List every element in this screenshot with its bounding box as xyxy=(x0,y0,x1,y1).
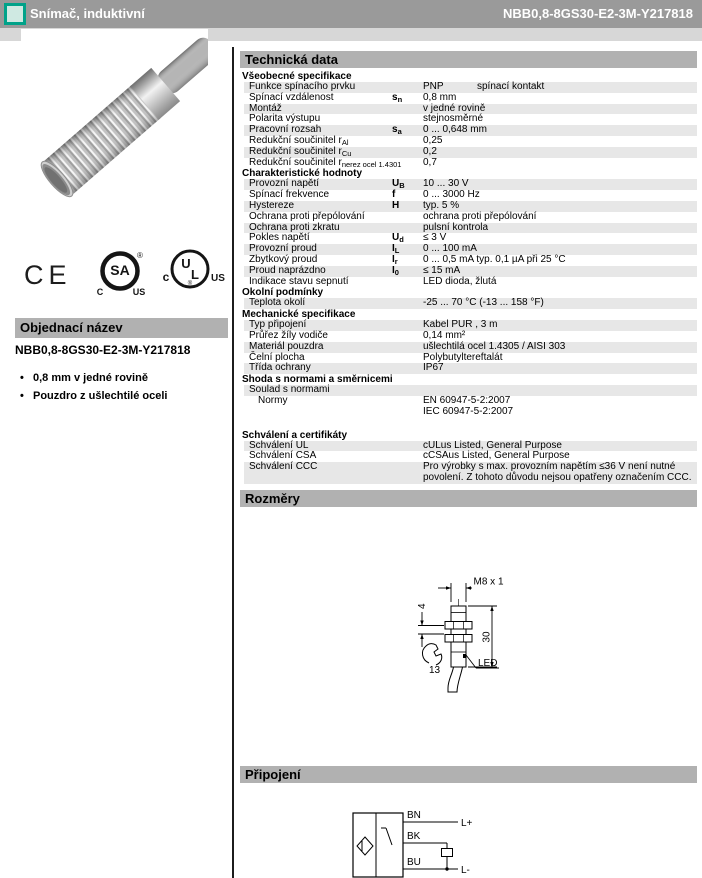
junction-dot xyxy=(445,867,448,870)
spec-value: ≤ 15 mA xyxy=(423,264,461,276)
column-divider xyxy=(232,47,234,878)
ul-us-label: US xyxy=(211,273,225,284)
connection-bar: Připojení xyxy=(240,766,697,783)
spec-label: Hystereze xyxy=(249,199,295,211)
table-section-header: Charakteristické hodnoty xyxy=(242,168,363,180)
table-row xyxy=(244,147,697,158)
spec-label: Typ připojení xyxy=(249,319,307,331)
spec-value: -25 ... 70 °C (-13 ... 158 °F) xyxy=(423,297,544,309)
page-header xyxy=(0,0,702,28)
table-row xyxy=(244,462,697,484)
spec-value: stejnosměrné xyxy=(423,113,484,125)
nut-gap-label: 4 xyxy=(417,603,428,609)
feature-bullet: • 0,8 mm v jedné rovině xyxy=(20,372,148,384)
spec-label: Provozní proud xyxy=(249,243,317,255)
spec-value: ušlechtilá ocel 1.4305 / AISI 303 xyxy=(423,340,566,352)
spec-label: Indikace stavu sepnutí xyxy=(249,275,349,287)
ce-mark: CE xyxy=(24,260,72,290)
spec-label: Třída ochrany xyxy=(249,362,311,374)
spec-label: Průřez žíly vodiče xyxy=(249,329,328,341)
table-row xyxy=(244,158,697,169)
spec-value-2: spínací kontakt xyxy=(477,81,545,92)
spec-label: Redukční součinitel $r_{Al}$ xyxy=(249,134,349,147)
table-row xyxy=(244,277,697,288)
spec-value: 0,7 xyxy=(423,156,437,168)
length-label: 30 xyxy=(481,631,493,643)
spec-symbol: $U_d$ xyxy=(392,232,404,245)
spec-value: typ. 5 % xyxy=(423,199,460,211)
spec-value: 0 ... 0,5 mA typ. 0,1 µA při 25 °C xyxy=(423,253,566,265)
ul-mark-l: L xyxy=(191,267,199,282)
product-photo xyxy=(21,29,208,241)
spec-label: Ochrana proti přepólování xyxy=(249,210,365,222)
spec-label: Ochrana proti zkratu xyxy=(249,221,340,233)
spec-label: Zbytkový proud xyxy=(249,253,318,265)
table-row xyxy=(244,93,697,104)
spec-symbol: H xyxy=(392,199,400,211)
spec-value: cULus Listed, General Purpose xyxy=(423,439,562,451)
spec-label: Redukční součinitel $r_{nerez ocel 1.4301}$ xyxy=(249,156,402,169)
csa-mark xyxy=(97,251,146,297)
table-gap xyxy=(240,418,697,430)
spec-label: Spínací frekvence xyxy=(249,189,330,201)
product-photo-box xyxy=(21,29,208,241)
spec-value: 0 ... 0,648 mm xyxy=(423,124,487,136)
spec-label: Polarita výstupu xyxy=(249,113,321,125)
feature-bullet: • Pouzdro z ušlechtilé oceli xyxy=(20,390,168,402)
spec-value: 0,25 xyxy=(423,134,443,146)
spec-label: Teplota okolí xyxy=(249,297,306,309)
spec-label: Proud naprázdno xyxy=(249,264,326,276)
spec-label: Redukční součinitel $r_{Cu}$ xyxy=(249,145,352,158)
spec-value: ochrana proti přepólování xyxy=(423,210,537,222)
spec-value: cCSAus Listed, General Purpose xyxy=(423,450,570,462)
spec-value: 0,8 mm xyxy=(423,91,457,103)
thread-dimension xyxy=(438,583,472,602)
table-row xyxy=(244,298,697,309)
spec-value: Pro výrobky s max. provozním napětím ≤36 V není nutné povolení. Z tohoto důvodu nejsou opatřeny označením CCC. xyxy=(423,461,692,483)
spec-value: ≤ 3 V xyxy=(423,232,447,244)
ul-mark xyxy=(163,251,226,287)
technical-data-bar: Technická data xyxy=(240,51,697,68)
spec-label: Pracovní rozsah xyxy=(249,124,322,136)
table-section-header: Okolní podmínky xyxy=(242,287,324,299)
wiring-diagram xyxy=(335,803,485,878)
load-icon xyxy=(442,849,453,857)
table-row xyxy=(244,396,697,418)
sensor-box xyxy=(353,813,403,877)
led-label: LED xyxy=(478,658,498,669)
spec-label: Materiál pouzdra xyxy=(249,340,324,352)
certification-marks xyxy=(15,245,228,300)
spec-symbol: $U_B$ xyxy=(392,178,405,191)
wrench-icon xyxy=(422,644,441,665)
spec-label: Spínací vzdálenost xyxy=(249,91,334,103)
header-part-number: NBB0,8-8GS30-E2-3M-Y217818 xyxy=(502,6,693,21)
spec-label: Normy xyxy=(258,394,288,406)
spec-value: 10 ... 30 V xyxy=(423,178,469,190)
bullet-icon: • xyxy=(20,372,24,384)
spec-label: Soulad s normami xyxy=(249,384,330,396)
tech-table xyxy=(240,71,697,484)
nut-gap-dimension xyxy=(418,612,444,647)
spec-value: 0,14 mm² xyxy=(423,329,466,341)
table-row xyxy=(244,190,697,201)
table-section-header: Shoda s normami a směrnicemi xyxy=(242,374,393,386)
wire-label-bu: BU xyxy=(407,857,421,868)
table-row xyxy=(244,212,697,223)
spec-label: Schválení UL xyxy=(249,439,309,451)
spec-value: v jedné rovině xyxy=(423,102,486,114)
table-row xyxy=(244,342,697,353)
csa-us-label: US xyxy=(132,287,146,297)
spec-value: 0,2 xyxy=(423,145,437,157)
wrench-size-label: 13 xyxy=(429,665,441,676)
spec-symbol: $I_L$ xyxy=(392,243,400,256)
terminal-plus-label: L+ xyxy=(461,818,473,829)
csa-registered-icon: ® xyxy=(137,251,143,260)
table-row xyxy=(244,363,697,374)
ul-c-label: c xyxy=(162,270,170,284)
brand-icon xyxy=(4,3,26,25)
spec-symbol: $s_a$ xyxy=(392,124,402,137)
spec-value: IP67 xyxy=(423,362,444,374)
table-row xyxy=(244,266,697,277)
dimension-drawing xyxy=(340,555,570,715)
spec-symbol: f xyxy=(392,189,396,201)
spec-symbol: $s_n$ xyxy=(392,91,403,104)
spec-label: Schválení CCC xyxy=(249,461,318,473)
order-name-bar: Objednací název xyxy=(15,318,228,338)
csa-c-label: C xyxy=(96,287,104,297)
spec-label: Funkce spínacího prvku xyxy=(249,81,356,92)
spec-value: pulsní kontrola xyxy=(423,221,489,233)
cable-outline xyxy=(448,667,463,692)
spec-value: 0 ... 3000 Hz xyxy=(423,189,480,201)
spec-value: Polybutyltereftalát xyxy=(423,351,503,363)
product-category-title: Snímač, induktivní xyxy=(30,6,145,21)
spec-symbol: $I_0$ xyxy=(392,264,399,277)
csa-mark-letters: SA xyxy=(110,262,130,278)
table-row xyxy=(244,223,697,234)
spec-label: Provozní napětí xyxy=(249,178,320,190)
table-section-header: Všeobecné specifikace xyxy=(242,71,352,82)
ul-mark-u: U xyxy=(181,256,191,271)
ul-registered-icon: ® xyxy=(187,281,193,287)
led-mark xyxy=(463,654,466,658)
order-part-number: NBB0,8-8GS30-E2-3M-Y217818 xyxy=(15,343,191,357)
table-row xyxy=(244,353,697,364)
spec-value: EN 60947-5-2:2007 IEC 60947-5-2:2007 xyxy=(423,394,514,417)
spec-value: LED dioda, žlutá xyxy=(423,275,497,287)
spec-value: Kabel PUR , 3 m xyxy=(423,319,498,331)
spec-label: Schválení CSA xyxy=(249,450,317,462)
spec-symbol: $I_r$ xyxy=(392,253,398,266)
spec-label: Montáž xyxy=(249,102,282,114)
spec-value: PNP xyxy=(423,81,444,92)
thread-size-label: M8 x 1 xyxy=(473,576,504,588)
wire-label-bn: BN xyxy=(407,810,421,821)
dimensions-bar: Rozměry xyxy=(240,490,697,507)
bullet-icon: • xyxy=(20,390,24,402)
wire-label-bk: BK xyxy=(407,831,421,842)
spec-label: Pokles napětí xyxy=(249,232,310,244)
spec-label: Čelní plocha xyxy=(249,351,305,363)
table-section-header: Schválení a certifikáty xyxy=(242,429,348,441)
terminal-minus-label: L- xyxy=(461,865,470,876)
spec-value: 0 ... 100 mA xyxy=(423,243,477,255)
table-section-header: Mechanické specifikace xyxy=(242,309,356,321)
